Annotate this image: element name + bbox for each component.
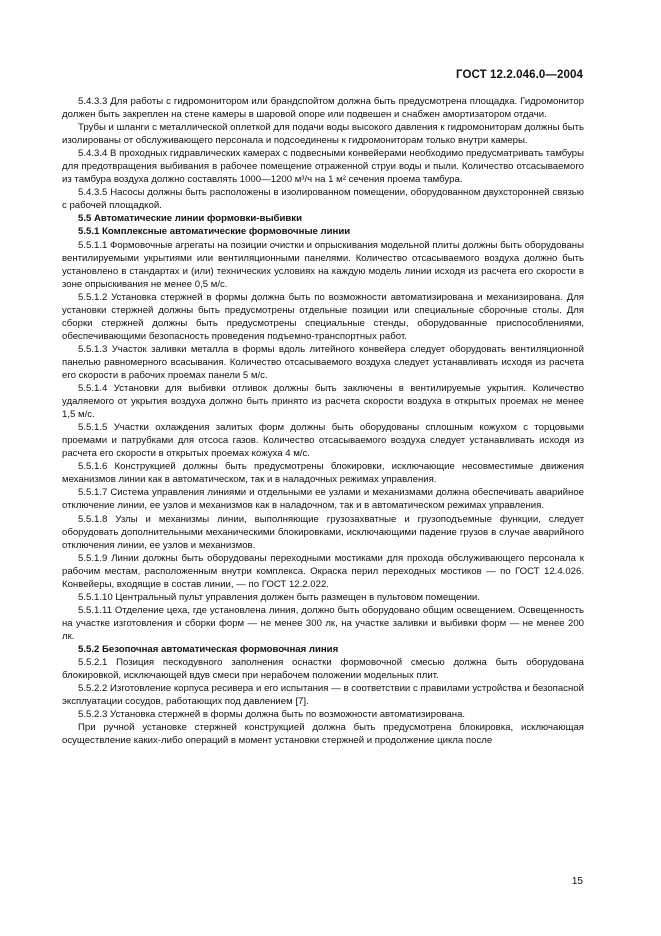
paragraph: 5.5.1.6 Конструкцией должны быть предусмотрены блокировки, исключающие несовместимые движения механизмов линии как в автоматическом, так и в наладочных режимах управления. xyxy=(62,461,584,486)
subsection-heading: 5.5.2 Безопочная автоматическая формовочная линия xyxy=(78,643,339,655)
document-body xyxy=(62,95,584,747)
paragraph: 5.5.2.2 Изготовление корпуса ресивера и его испытания — в соответствии с правилами устройства и безопасной эксплуатации сосудов, работающих под давлением [7]. xyxy=(62,683,584,708)
paragraph: 5.5.1.8 Узлы и механизмы линии, выполняющие грузозахватные и грузоподъемные функции, следует оборудовать дополнительными механическими блокировками, исключающими падение грузов в случае аварийного отключения линии, ее узлов и механизмов. xyxy=(62,513,584,551)
paragraph: 5.5.1.2 Установка стержней в формы должна быть по возможности автоматизирована и механизирована. Для установки стержней должны быть предусмотрены отдельные позиции или специальные сборочные столы. Для сборки стержней должны быть предусмотрены специальные стенды, оборудованные приспособлениями, обеспечивающими безопасность проведения подъемно-транспортных работ. xyxy=(62,291,584,342)
paragraph: 5.4.3.3 Для работы с гидромонитором или брандспойтом должна быть предусмотрена площадка. Гидромонитор должен быть закреплен на стене камеры в шаровой опоре или подвешен и снабжен амортизатором отдачи. xyxy=(62,96,584,121)
page-number: 15 xyxy=(571,876,583,887)
paragraph: 5.5.1.4 Установки для выбивки отливок должны быть заключены в вентилируемые укрытия. Количество удаляемого от укрытия воздуха должно быть принято из расчета скорости воздуха в открытых проемах не менее 1,5 м/с. xyxy=(62,383,584,421)
paragraph: При ручной установке стержней конструкцией должна быть предусмотрена блокировка, исключающая осуществление каких-либо операций в момент установки стержней и продолжение цикла после xyxy=(62,722,584,747)
paragraph: 5.5.1.5 Участки охлаждения залитых форм должны быть оборудованы сплошным кожухом с торцовыми проемами и патрубками для отсоса газов. Количество отсасываемого воздуха следует устанавливать исходя из расчета его скорости в открытых проемах кожуха 4 м/с. xyxy=(62,422,584,460)
paragraph: 5.5.2.1 Позиция пескодувного заполнения оснастки формовочной смесью должна быть оборудована блокировкой, исключающей вдув смеси при нерабочем положении модельных плит. xyxy=(62,657,584,682)
document-code: ГОСТ 12.2.046.0—2004 xyxy=(456,69,583,81)
paragraph: 5.5.1.11 Отделение цеха, где установлена линия, должно быть оборудовано общим освещением. Освещенность на участке изготовления и сборки форм — не менее 300 лк, на участке заливки и выбивки форм — не менее 200 лк. xyxy=(62,604,584,642)
paragraph: 5.5.2.3 Установка стержней в формы должна быть по возможности автоматизирована. xyxy=(78,709,466,721)
paragraph: 5.4.3.5 Насосы должны быть расположены в изолированном помещении, оборудованном двухсторонней связью с рабочей площадкой. xyxy=(62,187,584,212)
paragraph: 5.4.3.4 В проходных гидравлических камерах с подвесными конвейерами необходимо предусматривать тамбуры для предотвращения выбивания в рабочее помещение отраженной струи воды и пыли. Количество отсасываемого из тамбура воздуха должно составлять 1000—1200 м³/ч на 1 м² сечения проема тамбура. xyxy=(62,148,584,186)
paragraph: Трубы и шланги с металлической оплеткой для подачи воды высокого давления к гидромониторам должны быть изолированы от обслуживающего персонала и подсоединены к гидромониторам только внутри камеры. xyxy=(62,122,584,147)
paragraph: 5.5.1.9 Линии должны быть оборудованы переходными мостиками для прохода обслуживающего персонала к рабочим местам, расположенным внутри комплекса. Окраска перил переходных мостиков — по ГОСТ 12.4.026. Конвейеры, входящие в состав линии, — по ГОСТ 12.2.022. xyxy=(62,552,584,590)
paragraph: 5.5.1.3 Участок заливки металла в формы вдоль литейного конвейера следует оборудовать вентиляционной панелью равномерного всасывания. Количество отсасываемого воздуха следует устанавливать исходя из расчета его скорости в рабочих проемах панели 5 м/с. xyxy=(62,343,584,381)
section-heading: 5.5 Автоматические линии формовки-выбивки xyxy=(78,213,302,225)
subsection-heading: 5.5.1 Комплексные автоматические формовочные линии xyxy=(78,226,351,238)
paragraph: 5.5.1.10 Центральный пульт управления должен быть размещен в пультовом помещении. xyxy=(78,591,480,603)
paragraph: 5.5.1.7 Система управления линиями и отдельными ее узлами и механизмами должна обеспечивать аварийное отключение линии, ее узлов и механизмов как в наладочном, так и в автоматическом режимах управления. xyxy=(62,487,584,512)
paragraph: 5.5.1.1 Формовочные агрегаты на позиции очистки и опрыскивания модельной плиты должны быть оборудованы вентилируемыми укрытиями или вентиляционными панелями. Количество отсасываемого воздуха должно быть установлено в стандартах и (или) технических условиях на каждую модель линии исходя из расчета его скорости в зоне опрыскивания не менее 0,5 м/с. xyxy=(62,239,584,290)
